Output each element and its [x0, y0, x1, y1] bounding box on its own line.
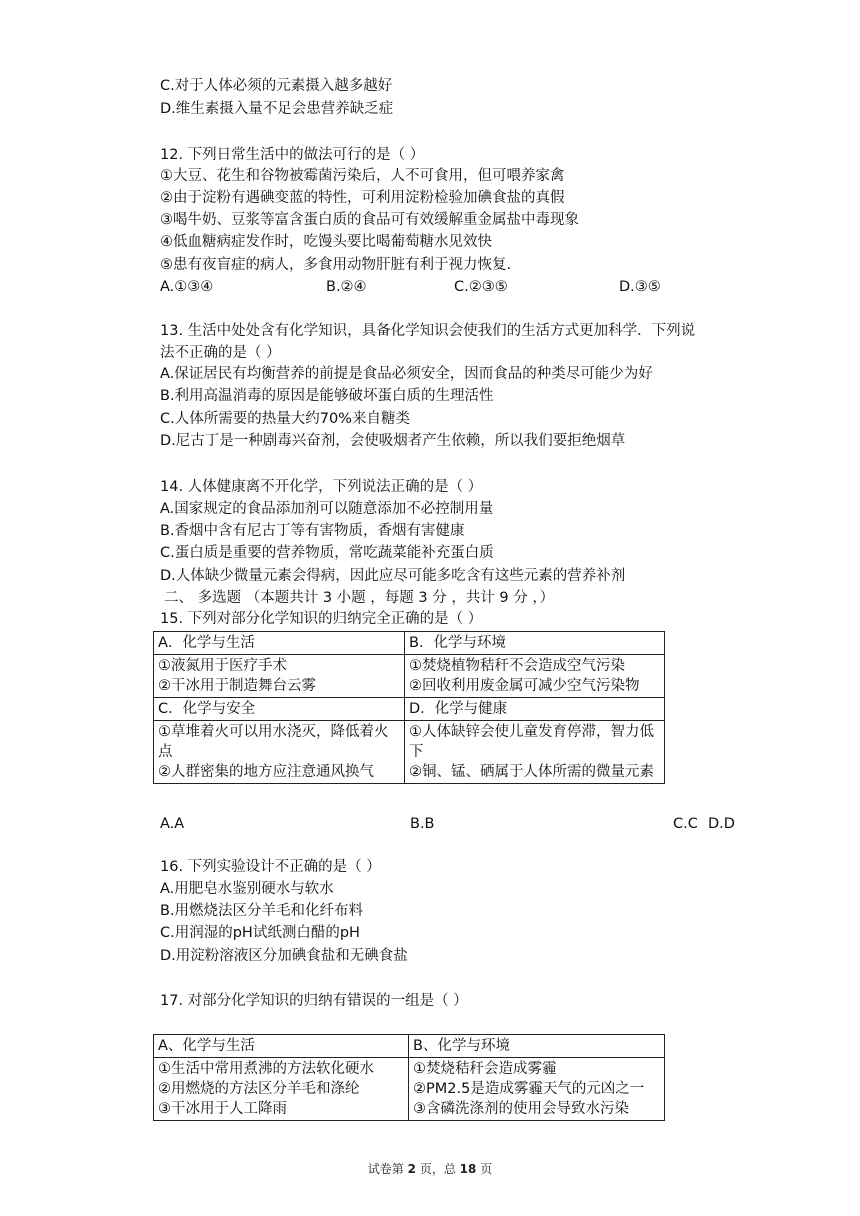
q15-cell-c-body: ①草堆着火可以用水浇灭，降低着火点 ②人群密集的地方应注意通风换气 — [154, 721, 405, 784]
q12-option-d[interactable]: D.③⑤ — [619, 279, 661, 295]
q15-cell-b-body: ①焚烧植物秸秆不会造成空气污染 ②回收利用废金属可减少空气污染物 — [405, 655, 665, 698]
q17-cell-b-body: ①焚烧秸秆会造成雾霾 ②PM2.5是造成雾霾天气的元凶之一 ③含磷洗涤剂的使用会导致水污染 — [409, 1058, 665, 1121]
section-heading: 二、 多选题 （本题共计 3 小题 ，每题 3 分 ，共计 9 分 ，） — [164, 590, 555, 606]
q15-cell-c-head: C．化学与安全 — [154, 698, 405, 721]
q15-cell-a-body: ①液氮用于医疗手术 ②干冰用于制造舞台云雾 — [154, 655, 405, 698]
q16-option-c[interactable]: C.用润湿的pH试纸测白醋的pH — [160, 925, 360, 941]
q15-stem: 15. 下列对部分化学知识的归纳完全正确的是（ ） — [160, 611, 483, 627]
q17-table — [153, 1034, 665, 1121]
q13-option-d[interactable]: D.尼古丁是一种剧毒兴奋剂，会使吸烟者产生依赖，所以我们要拒绝烟草 — [160, 433, 626, 449]
q17-cell-b-head: B、化学与环境 — [409, 1035, 665, 1058]
total-pages: 18 — [459, 1162, 477, 1176]
q12-stem: 12. 下列日常生活中的做法可行的是（ ） — [160, 147, 425, 163]
q13-option-c[interactable]: C.人体所需要的热量大约70%来自糖类 — [160, 411, 410, 427]
q12-item-1: ①大豆、花生和谷物被霉菌污染后，人不可食用，但可喂养家禽 — [160, 168, 565, 184]
q15-option-b[interactable]: B.B — [410, 816, 435, 832]
q12-option-a[interactable]: A.①③④ — [160, 279, 214, 295]
page-footer: 试卷第 2 页，总 18 页 — [367, 1162, 493, 1176]
q15-cell-b-head: B．化学与环境 — [405, 632, 665, 655]
q11-option-c: C.对于人体必须的元素摄入越多越好 — [160, 78, 393, 94]
q12-option-b[interactable]: B.②④ — [326, 279, 367, 295]
q14-stem: 14. 人体健康离不开化学，下列说法正确的是（ ） — [160, 479, 483, 495]
q17-stem: 17. 对部分化学知识的归纳有错误的一组是（ ） — [160, 993, 468, 1009]
q15-table — [153, 631, 665, 784]
q17-cell-a-head: A、化学与生活 — [154, 1035, 409, 1058]
q16-stem: 16. 下列实验设计不正确的是（ ） — [160, 859, 381, 875]
q15-cell-d-head: D．化学与健康 — [405, 698, 665, 721]
q14-option-d[interactable]: D.人体缺少微量元素会得病，因此应尽可能多吃含有这些元素的营养补剂 — [160, 568, 626, 584]
q14-option-b[interactable]: B.香烟中含有尼古丁等有害物质，香烟有害健康 — [160, 523, 465, 539]
q16-option-b[interactable]: B.用燃烧法区分羊毛和化纤布料 — [160, 903, 364, 919]
q12-item-4: ④低血糖病症发作时，吃馒头要比喝葡萄糖水见效快 — [160, 234, 492, 250]
q13-stem-line1: 13. 生活中处处含有化学知识，具备化学知识会使我们的生活方式更加科学．下列说 — [160, 323, 696, 339]
q15-option-a[interactable]: A.A — [160, 816, 185, 832]
q15-option-c[interactable]: C.C — [673, 816, 698, 832]
q12-item-5: ⑤患有夜盲症的病人，多食用动物肝脏有利于视力恢复. — [160, 257, 512, 273]
q12-option-c[interactable]: C.②③⑤ — [454, 279, 508, 295]
q17-cell-a-body: ①生活中常用煮沸的方法软化硬水 ②用燃烧的方法区分羊毛和涤纶 ③干冰用于人工降雨 — [154, 1058, 409, 1121]
q11-option-d: D.维生素摄入量不足会患营养缺乏症 — [160, 101, 394, 117]
q14-option-c[interactable]: C.蛋白质是重要的营养物质，常吃蔬菜能补充蛋白质 — [160, 545, 494, 561]
q13-option-b[interactable]: B.利用高温消毒的原因是能够破坏蛋白质的生理活性 — [160, 388, 494, 404]
q15-cell-a-head: A．化学与生活 — [154, 632, 405, 655]
current-page-number: 2 — [407, 1162, 416, 1176]
q15-cell-d-body: ①人体缺锌会使儿童发育停滞，智力低下 ②铜、锰、硒属于人体所需的微量元素 — [405, 721, 665, 784]
q15-option-d[interactable]: D.D — [708, 816, 735, 832]
q14-option-a[interactable]: A.国家规定的食品添加剂可以随意添加不必控制用量 — [160, 501, 494, 517]
q16-option-d[interactable]: D.用淀粉溶液区分加碘食盐和无碘食盐 — [160, 948, 408, 964]
q16-option-a[interactable]: A.用肥皂水鉴别硬水与软水 — [160, 881, 334, 897]
q12-item-3: ③喝牛奶、豆浆等富含蛋白质的食品可有效缓解重金属盐中毒现象 — [160, 212, 579, 228]
q13-option-a[interactable]: A.保证居民有均衡营养的前提是食品必须安全，因而食品的种类尽可能少为好 — [160, 366, 653, 382]
q12-item-2: ②由于淀粉有遇碘变蓝的特性，可利用淀粉检验加碘食盐的真假 — [160, 190, 565, 206]
q13-stem-line2: 法不正确的是（ ） — [160, 345, 281, 361]
